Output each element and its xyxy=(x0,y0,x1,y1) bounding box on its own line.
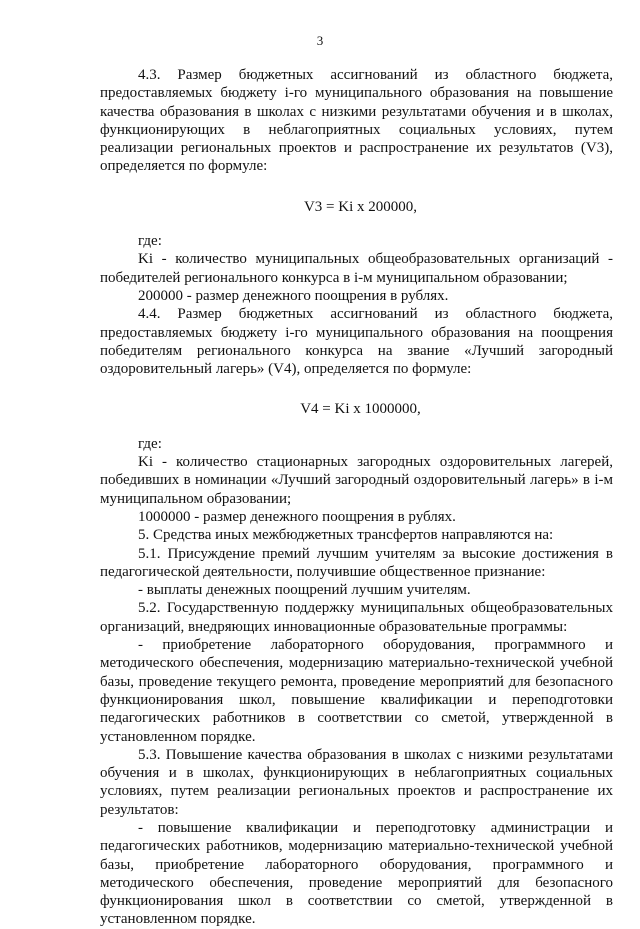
paragraph-5-3-item: - повышение квалификации и переподготовку администрации и педагогических работников, модернизацию материально-технической учебной базы, приобретение лабораторного оборудования, программного и методического обеспечения, проведение мероприятий для безопасного функционирования школ в соответствии со сметой, утвержденной в установленном порядке. xyxy=(100,819,613,928)
ki-definition: Ki - количество муниципальных общеобразовательных организаций - победителей регионального конкурса в i-м муниципальном образовании; xyxy=(100,251,613,286)
formula-v4: V4 = Ki x 1000000, xyxy=(300,401,421,418)
formula-v3: V3 = Ki x 200000, xyxy=(303,198,418,215)
where-label: где: xyxy=(138,435,162,452)
ki-definition: Ki - количество стационарных загородных оздоровительных лагерей, победивших в номинации «Лучший загородный оздоровительный лагерь» в i-м муниципальном образовании; xyxy=(100,454,613,507)
paragraph-5-1-item: - выплаты денежных поощрений лучшим учителям. xyxy=(138,582,471,599)
document-body xyxy=(100,66,613,929)
paragraph-5-2: 5.2. Государственную поддержку муниципальных общеобразовательных организаций, внедряющих инновационные образовательные программы: xyxy=(100,600,613,635)
paragraph-5-1: 5.1. Присуждение премий лучшим учителям за высокие достижения в педагогической деятельности, получившие общественное признание: xyxy=(100,545,613,580)
page-number: 3 xyxy=(316,33,324,48)
amount-definition: 200000 - размер денежного поощрения в рублях. xyxy=(138,287,449,304)
paragraph-4-4: 4.4. Размер бюджетных ассигнований из областного бюджета, предоставляемых бюджету i-го муниципального образования на поощрения победителям регионального конкурса на звание «Лучший загородный оздоровительный лагерь» (V4), определяется по формуле: xyxy=(100,306,613,378)
paragraph-5-3: 5.3. Повышение качества образования в школах с низкими результатами обучения и в школах, функционирующих в неблагоприятных социальных условиях, путем реализации региональных проектов и распространение их результатов: xyxy=(100,746,613,818)
paragraph-4-3: 4.3. Размер бюджетных ассигнований из областного бюджета, предоставляемых бюджету i-го муниципального образования на повышение качества образования в школах с низкими результатами обучения и в школах, функционирующих в неблагоприятных социальных условиях, путем реализации региональных проектов и распространение их результатов (V3), определяется по формуле: xyxy=(100,67,613,175)
amount-definition: 1000000 - размер денежного поощрения в рублях. xyxy=(138,508,456,525)
paragraph-5: 5. Средства иных межбюджетных трансфертов направляются на: xyxy=(138,527,554,544)
paragraph-5-2-item: - приобретение лабораторного оборудования, программного и методического обеспечения, модернизацию материально-технической учебной базы, проведение текущего ремонта, проведение мероприятий для безопасного функционирования школ, повышение квалификации и переподготовки педагогических работников в соответствии со сметой, утвержденной в установленном порядке. xyxy=(100,637,613,745)
where-label: где: xyxy=(138,233,162,250)
